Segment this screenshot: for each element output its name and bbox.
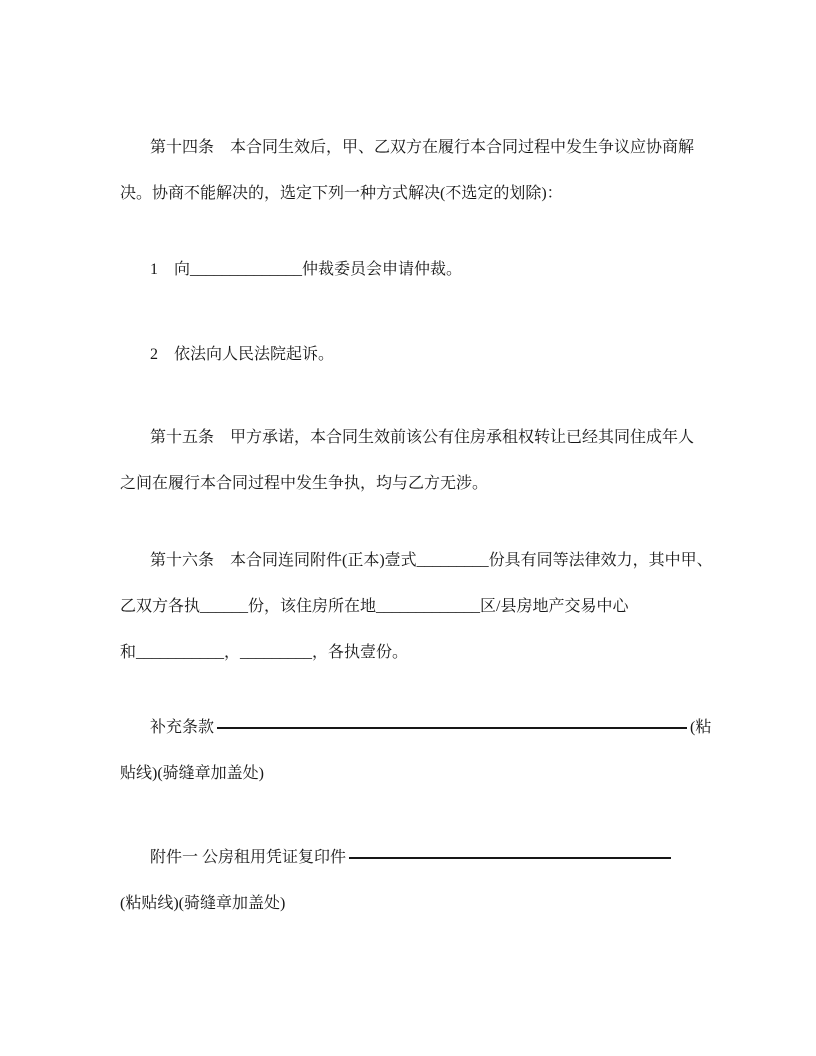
- article-16: [120, 538, 713, 676]
- attachment-one-line-1: [120, 835, 710, 881]
- attachment-one-line-2: (粘贴线)(骑缝章加盖处): [120, 895, 286, 912]
- article-16-line-2: 乙双方各执______份，该住房所在地_____________区/县房地产交易中心: [120, 598, 629, 615]
- dispute-option-1-text: 1 向______________仲裁委员会申请仲裁。: [150, 261, 463, 278]
- dispute-option-2-text: 2 依法向人民法院起诉。: [150, 346, 335, 363]
- supplementary-clause-label: 补充条款: [150, 719, 215, 736]
- supplementary-clause-line1-tail: (粘: [690, 719, 712, 736]
- dispute-option-arbitration: [120, 247, 710, 293]
- article-15-line-1: 第十五条 甲方承诺，本合同生效前该公有住房承租权转让已经其同住成年人: [150, 429, 695, 446]
- dispute-option-court: [120, 332, 710, 378]
- article-15: [120, 415, 710, 507]
- article-14-line-1: 第十四条 本合同生效后，甲、乙双方在履行本合同过程中发生争议应协商解: [150, 139, 695, 156]
- attachment-one: [120, 835, 710, 927]
- paste-line-rule: [349, 857, 671, 859]
- article-15-line-2: 之间在履行本合同过程中发生争执，均与乙方无涉。: [120, 475, 489, 492]
- supplementary-clause-line-2: 贴线)(骑缝章加盖处): [120, 765, 264, 782]
- supplementary-clause: [120, 705, 710, 797]
- supplementary-clause-line-1: [120, 705, 710, 751]
- attachment-one-label: 附件一 公房租用凭证复印件: [150, 849, 347, 866]
- article-16-line-3: 和___________，_________，各执壹份。: [120, 644, 409, 661]
- article-16-line-1: 第十六条 本合同连同附件(正本)壹式_________份具有同等法律效力，其中甲、: [150, 552, 713, 569]
- article-14-line-2: 决。协商不能解决的，选定下列一种方式解决(不选定的划除)：: [120, 185, 563, 202]
- article-14: [120, 125, 710, 217]
- paste-line-rule: [217, 727, 687, 729]
